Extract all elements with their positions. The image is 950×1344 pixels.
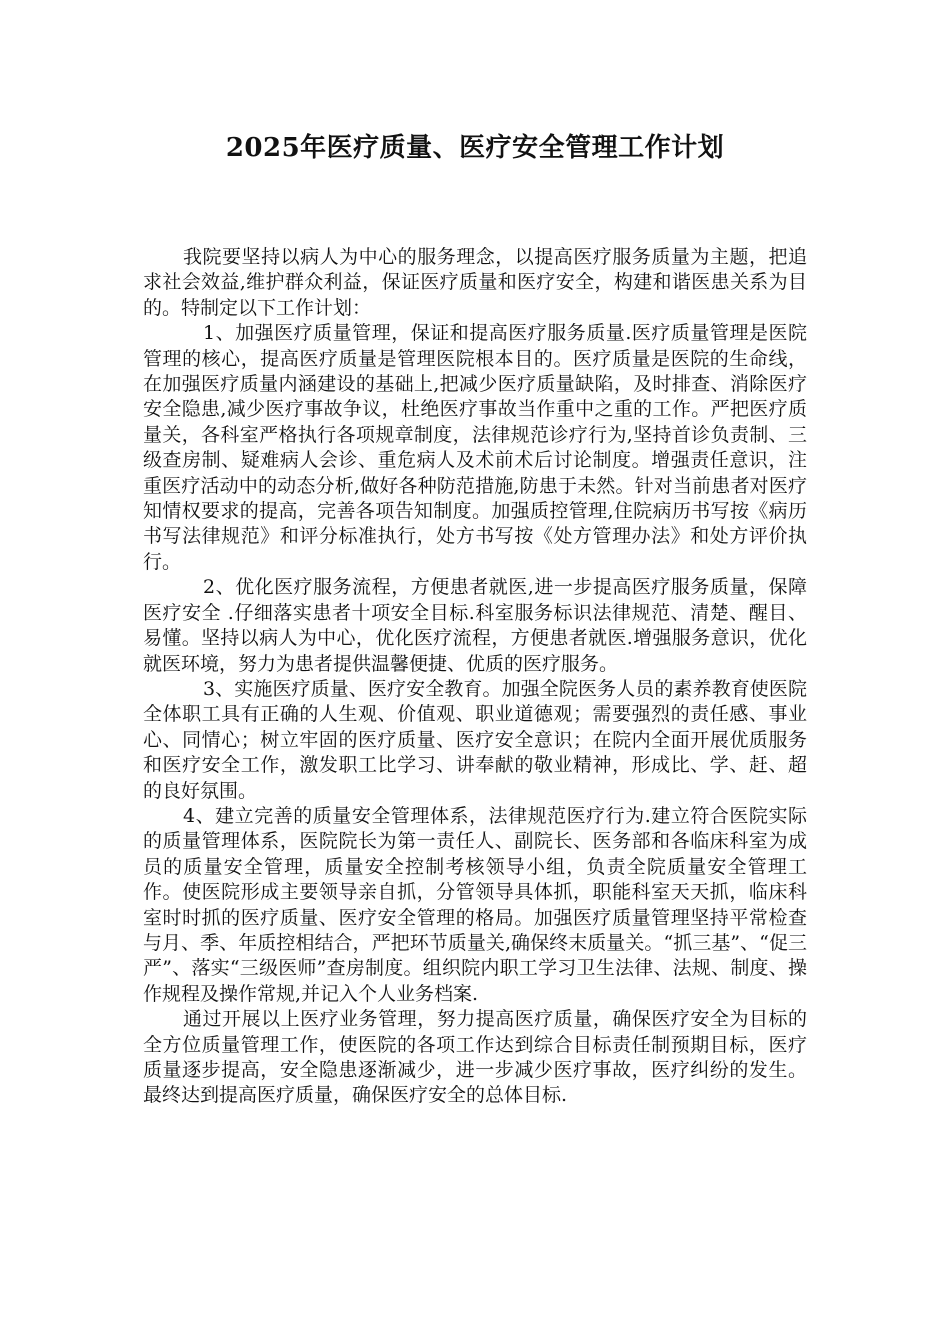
paragraph-item-1: 1、加强医疗质量管理，保证和提高医疗服务质量.医疗质量管理是医院管理的核心，提高医疗质量是管理医院根本目的。医疗质量是医院的生命线，在加强医疗质量内涵建设的基础上,把减少医疗质量缺陷，及时排查、消除医疗安全隐患,减少医疗事故争议，杜绝医疗事故当作重中之重的工作。严把医疗质量关，各科室严格执行各项规章制度，法律规范诊疗行为,坚持首诊负责制、三级查房制、疑难病人会诊、重危病人及术前术后讨论制度。增强责任意识，注重医疗活动中的动态分析,做好各种防范措施,防患于未然。针对当前患者对医疗知情权要求的提高，完善各项告知制度。加强质控管理,住院病历书写按《病历书写法律规范》和评分标准执行，处方书写按《处方管理办法》和处方评价执行。	[143, 322, 807, 573]
document-title: 2025年医疗质量、医疗安全管理工作计划	[225, 133, 725, 163]
paragraph-item-3: 3、实施医疗质量、医疗安全教育。加强全院医务人员的素养教育使医院全体职工具有正确的人生观、价值观、职业道德观；需要强烈的责任感、事业心、同情心；树立牢固的医疗质量、医疗安全意识；在院内全面开展优质服务和医疗安全工作，激发职工比学习、讲奉献的敬业精神，形成比、学、赶、超的良好氛围。	[143, 677, 807, 802]
paragraph-item-4: 4、建立完善的质量安全管理体系，法律规范医疗行为.建立符合医院实际的质量管理体系，医院院长为第一责任人、副院长、医务部和各临床科室为成员的质量安全管理，质量安全控制考核领导小组，负责全院质量安全管理工作。使医院形成主要领导亲自抓，分管领导具体抓，职能科室天天抓，临床科室时时抓的医疗质量、医疗安全管理的格局。加强医疗质量管理坚持平常检查与月、季、年质控相结合，严把环节质量关,确保终末质量关。“抓三基”、“促三严”、落实“三级医师”查房制度。组织院内职工学习卫生法律、法规、制度、操作规程及操作常规,并记入个人业务档案.	[143, 804, 807, 1005]
paragraph-conclusion: 通过开展以上医疗业务管理，努力提高医疗质量，确保医疗安全为目标的全方位质量管理工作，使医院的各项工作达到综合目标责任制预期目标，医疗质量逐步提高，安全隐患逐渐减少，进一步减少医疗事故，医疗纠纷的发生。最终达到提高医疗质量，确保医疗安全的总体目标.	[143, 1008, 807, 1107]
document-body	[143, 245, 807, 1109]
paragraph-intro: 我院要坚持以病人为中心的服务理念，以提高医疗服务质量为主题，把追求社会效益,维护群众利益，保证医疗质量和医疗安全，构建和谐医患关系为目的。特制定以下工作计划：	[143, 246, 807, 319]
paragraph-item-2: 2、优化医疗服务流程，方便患者就医,进一步提高医疗服务质量，保障医疗安全 .仔细落实患者十项安全目标.科室服务标识法律规范、清楚、醒目、易懂。坚持以病人为中心，优化医疗流程，方便患者就医.增强服务意识，优化就医环境，努力为患者提供温馨便捷、优质的医疗服务。	[143, 576, 807, 675]
